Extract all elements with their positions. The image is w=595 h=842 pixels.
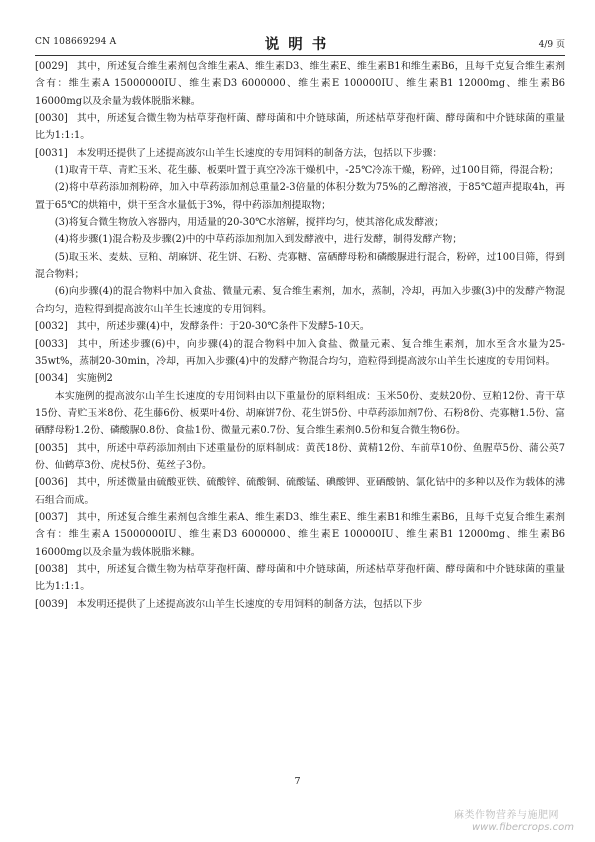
paragraph (35, 440, 565, 475)
paragraph-number: [0033] (35, 338, 68, 350)
paragraph-text: 其中，所述复合维生素剂包含维生素A、维生素D3、维生素E、维生素B1和维生素B6，且每千克复合维生素剂含有：维生素A 15000000IU、维生素D3 6000000、维生素E 100000IU、维生素B1 12000mg、维生素B6 16000mg以及余量为载体脱脂米糠。 (35, 511, 565, 558)
paragraph (35, 110, 565, 145)
watermark-url: www.fibercrops.com (472, 822, 574, 833)
paragraph-text: 其中，所述中草药添加剂由下述重量份的原料制成：黄芪18份、黄精12份、车前草10份、鱼腥草5份、蒲公英7份、仙鹤草3份、虎杖5份、菟丝子3份。 (35, 442, 565, 471)
paragraph-text: (3)将复合微生物放入容器内，用适量的20-30℃水溶解，搅拌均匀，使其溶化成发酵液； (54, 217, 445, 229)
watermark (454, 806, 586, 833)
document-body (35, 58, 565, 613)
paragraph (35, 370, 565, 387)
page-indicator: 4/9 页 (538, 40, 565, 50)
paragraph (35, 231, 565, 248)
paragraph-text: (5)取玉米、麦麸、豆粕、胡麻饼、花生饼、石粉、壳寡糖、富硒酵母粉和磷酸脲进行混合，粉碎，过100目筛，得到混合物料； (35, 251, 565, 281)
paragraph (35, 179, 565, 214)
paragraph-text: 其中，所述微量由硫酸亚铁、硫酸锌、硫酸铜、硫酸锰、碘酸钾、亚硒酸钠、氯化钴中的多种以及作为载体的沸石组合而成。 (35, 477, 565, 506)
paragraph-text: 实施例2 (76, 373, 113, 385)
page-number: 7 (294, 776, 301, 787)
paragraph-text: 其中，所述复合微生物为枯草芽孢杆菌、酵母菌和中介链球菌，所述枯草芽孢杆菌、酵母菌和中介链球菌的重量比为1:1:1。 (35, 113, 565, 142)
paragraph (35, 596, 565, 613)
paragraph (35, 214, 565, 231)
watermark-site-name: 麻类作物营养与施肥网 (454, 810, 559, 821)
paragraph-text: (1)取青干草、青贮玉米、花生藤、板栗叶置于真空冷冻干燥机中，-25℃冷冻干燥，粉碎，过100目筛，得混合粉； (54, 165, 559, 177)
patent-number: CN 108669294 A (35, 37, 117, 47)
paragraph-number: [0032] (35, 321, 68, 333)
paragraph (35, 318, 565, 335)
paragraph (35, 162, 565, 179)
paragraph-text: (2)将中草药添加剂粉碎，加入中草药添加剂总重量2-3倍量的体积分数为75%的乙醇溶液，于85℃超声提取4h，再置于65℃的烘箱中，烘干至含水量低于3%，得中药添加剂提取物； (35, 182, 565, 211)
paragraph-text: 其中，所述步骤(4)中，发酵条件：于20-30℃条件下发酵5-10天。 (76, 321, 370, 333)
paragraph-number: [0036] (35, 477, 68, 489)
paragraph-text: 本发明还提供了上述提高波尔山羊生长速度的专用饲料的制备方法，包括以下步骤： (76, 147, 443, 159)
paragraph-text: 其中，所述复合微生物为枯草芽孢杆菌、酵母菌和中介链球菌，所述枯草芽孢杆菌、酵母菌和中介链球菌的重量比为1:1:1。 (35, 563, 565, 593)
paragraph (35, 145, 565, 162)
paragraph-number: [0029] (35, 61, 68, 72)
paragraph-number: [0037] (35, 511, 68, 523)
header-rule (35, 55, 565, 56)
paragraph-number: [0035] (35, 442, 68, 454)
paragraph-number: [0038] (35, 563, 68, 575)
paragraph-number: [0030] (35, 113, 68, 125)
paragraph-text: 其中，所述步骤(6)中，向步骤(4)的混合物料中加入食盐、微量元素、复合维生素剂，加水至含水量为25-35wt%，蒸制20-30min，冷却，再加入步骤(4)中的发酵产物混合均匀，造粒得到提高波尔山羊生长速度的专用饲料。 (35, 338, 565, 367)
paragraph-text: 其中，所述复合维生素剂包含维生素A、维生素D3、维生素E、维生素B1和维生素B6，且每千克复合维生素剂含有：维生素A 15000000IU、维生素D3 6000000、维生素E 100000IU、维生素B1 12000mg、维生素B6 16000mg以及余量为载体脱脂米糠。 (35, 61, 565, 107)
paragraph (35, 249, 565, 284)
paragraph-text: (4)将步骤(1)混合粉及步骤(2)中的中草药添加剂加入到发酵液中，进行发酵，制得发酵产物； (54, 234, 463, 246)
paragraph-number: [0034] (35, 373, 68, 385)
paragraph-text: 本实施例的提高波尔山羊生长速度的专用饲料由以下重量份的原料组成：玉米50份、麦麸20份、豆粕12份、青干草15份、青贮玉米8份、花生藤6份、板栗叶4份、胡麻饼7份、花生饼5份、中草药添加剂7份、石粉8份、壳寡糖1.5份、富硒酵母粉1.2份、磷酸脲0.8份、食盐1份、微量元素0.7份、复合维生素剂0.5份和复合微生物6份。 (35, 390, 565, 437)
paragraph (35, 561, 565, 596)
paragraph-number: [0039] (35, 598, 68, 610)
paragraph (35, 58, 565, 110)
paragraph-text: 本发明还提供了上述提高波尔山羊生长速度的专用饲料的制备方法，包括以下步 (76, 598, 423, 610)
document-title: 说明书 (264, 36, 336, 53)
paragraph-text: (6)向步骤(4)的混合物料中加入食盐、微量元素、复合维生素剂，加水，蒸制，冷却，再加入步骤(3)中的发酵产物混合均匀，造粒得到提高波尔山羊生长速度的专用饲料。 (35, 286, 565, 315)
paragraph (35, 474, 565, 509)
paragraph (35, 283, 565, 318)
paragraph (35, 336, 565, 371)
paragraph-number: [0031] (35, 147, 68, 159)
paragraph (35, 509, 565, 561)
paragraph (35, 388, 565, 440)
page-header (35, 33, 565, 53)
